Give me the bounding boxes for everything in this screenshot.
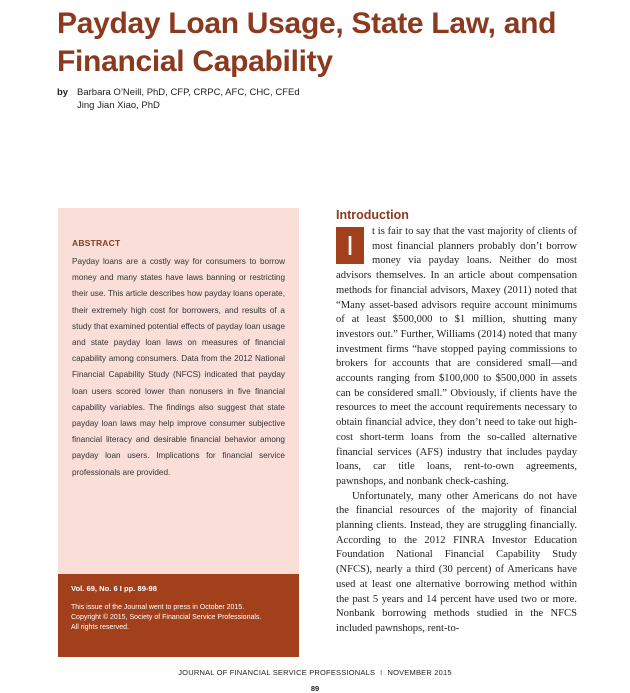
article-title: Payday Loan Usage, State Law, and Financial Capability (57, 7, 557, 78)
introduction-paragraph-1 (336, 225, 577, 490)
abstract-text: Payday loans are a costly way for consumers to borrow money and many states have laws banning or restricting their use. This article describes how payday loans operate, their extremely high cost for borrowers, and results of a study that examined potential effects of payday loan usage and state payday loan laws on measures of financial capability among consumers. Data from the 2012 National Financial Capability Study (NFCS) indicated that payday loan users scored lower than nonusers in five financial capability variables. The findings also suggest that state payday loan laws may help improve consumer subjective financial literacy and desirable financial behavior among payday loan users. Implications for financial service professionals are provided. (72, 257, 285, 477)
press-note: This issue of the Journal went to press in October 2015. (71, 604, 245, 611)
journal-info-box (58, 574, 299, 657)
introduction-paragraph-1-text: t is fair to say that the vast majority of clients of most financial planners probably don’t borrow money via payday loans. Neither do most advisors themselves. In an article about compensation methods for financial advisors, Maxey (2011) noted that “Many asset-based advisors require account minimums of at least $500,000 to $1 million, shutting many investors out.” Further, Williams (2014) noted that many investment firms “have stopped paying commissions to brokers for accounts that are considered small—and accounts ranging from $100,000 to $500,000 in assets can be considered small.” Obviously, if clients have the resources to meet the account requirements necessary to obtain financial advice, they don’t need to take out high-cost short-term loans from the so-called alternative financial services (AFS) industry that includes payday loans, car title loans, rent-to-own agreements, pawnshops, and nonbank check-cashing. (336, 226, 577, 487)
abstract-heading: ABSTRACT (72, 238, 121, 248)
author-1: Barbara O’Neill, PhD, CFP, CRPC, AFC, CHC, CFEd (77, 87, 300, 98)
byline (57, 86, 300, 112)
drop-cap: I (336, 227, 364, 264)
page-footer (0, 668, 630, 677)
volume-info: Vol. 69, No. 6 I pp. 89-98 (71, 584, 157, 593)
footer-journal-name: JOURNAL OF FINANCIAL SERVICE PROFESSIONALS (178, 668, 376, 677)
footer-date: NOVEMBER 2015 (387, 668, 452, 677)
introduction-body (336, 225, 577, 637)
introduction-heading: Introduction (336, 208, 409, 222)
footer-separator: I (380, 668, 383, 677)
rights-note: All rights reserved. (71, 624, 129, 631)
copyright-note: Copyright © 2015, Society of Financial Service Professionals. (71, 614, 262, 621)
author-2: Jing Jian Xiao, PhD (77, 100, 160, 111)
introduction-paragraph-2: Unfortunately, many other Americans do not have the financial resources of the majority of financial planning clients. Instead, they are struggling financially. According to the 2012 FINRA Investor Education Foundation National Financial Capability Study (NFCS), nearly a third (30 percent) of Americans have used at least one alternative borrowing method within the past 5 years and 14 percent have used two or more. Nonbank borrowing methods studied in the NFCS included pawnshops, rent-to- (336, 490, 577, 634)
abstract-box (58, 208, 299, 574)
page-number: 89 (310, 684, 320, 693)
by-label: by (57, 87, 69, 98)
